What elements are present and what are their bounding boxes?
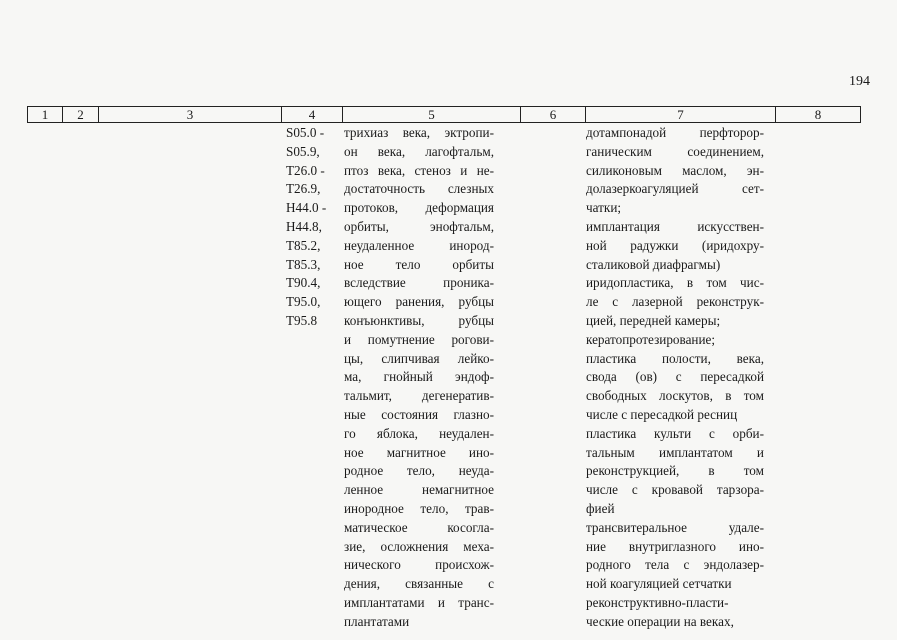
treatment-line: сталиковой диафрагмы) [586, 256, 721, 272]
treatment-line: пластика полости, века, [586, 350, 764, 366]
description-line: плантатами [344, 613, 410, 629]
treatment-line: цией, передней камеры; [586, 312, 721, 328]
icd-code: H44.8, [286, 218, 322, 234]
description-line: протоков, деформация [344, 200, 494, 216]
page-number: 194 [849, 74, 870, 89]
icd-code: T95.0, [286, 294, 321, 310]
description-line: трихиаз века, эктропи- [344, 125, 494, 140]
diagnosis-codes-column [286, 124, 346, 331]
treatment-line: тальным имплантатом и [586, 444, 764, 460]
icd-code: S05.0 - [286, 125, 325, 140]
icd-code: T26.0 - [286, 162, 325, 178]
treatment-line: кератопротезирование; [586, 331, 716, 347]
table-header-row [27, 106, 860, 123]
treatment-line: ной коагуляцией сетчатки [586, 576, 732, 592]
icd-code: H44.0 - [286, 200, 327, 216]
description-line: ма, гнойный эндоф- [344, 369, 494, 385]
description-line: го яблока, неудален- [344, 425, 494, 441]
description-line: родное тело, неуда- [344, 463, 494, 479]
treatment-line: ле с лазерной реконструк- [586, 294, 764, 310]
treatment-line: ческие операции на веках, [586, 613, 734, 629]
header-cell-4: 4 [281, 106, 343, 123]
description-line: конъюнктивы, рубцы [344, 312, 494, 328]
treatment-line: пластика культи с орби- [586, 425, 764, 441]
treatment-line: числе с кровавой тарзора- [586, 482, 764, 498]
treatment-line: трансвитеральное удале- [586, 519, 764, 535]
treatment-line: ной радужки (иридохру- [586, 237, 764, 253]
treatment-line: реконструкцией, в том [586, 463, 764, 479]
icd-code: S05.9, [286, 143, 320, 159]
header-cell-7: 7 [585, 106, 776, 123]
description-line: имплантатами и транс- [344, 594, 494, 610]
description-line: тальмит, дегенератив- [344, 388, 494, 404]
treatment-line: числе с пересадкой ресниц [586, 406, 738, 422]
header-cell-6: 6 [520, 106, 586, 123]
treatment-methods-column [586, 124, 764, 632]
treatment-line: дотампонадой перфторор- [586, 125, 764, 140]
treatment-line: силиконовым маслом, эн- [586, 162, 764, 178]
description-line: зие, осложнения меха- [344, 538, 494, 554]
icd-code: T90.4, [286, 275, 321, 291]
treatment-line: долазеркоагуляцией сет- [586, 181, 764, 197]
treatment-line: фией [586, 500, 615, 516]
treatment-line: иридопластика, в том чис- [586, 275, 764, 291]
treatment-line: свода (ов) с пересадкой [586, 369, 764, 385]
description-line: матическое косогла- [344, 519, 494, 535]
description-line: птоз века, стеноз и не- [344, 162, 494, 178]
description-line: ющего ранения, рубцы [344, 294, 494, 310]
description-line: вследствие проника- [344, 275, 494, 291]
icd-code: T85.2, [286, 237, 321, 253]
diagnosis-description-column [344, 124, 494, 632]
description-line: дения, связанные с [344, 576, 494, 592]
description-line: нического происхож- [344, 557, 494, 573]
header-cell-2: 2 [62, 106, 99, 123]
header-cell-1: 1 [27, 106, 63, 123]
header-cell-3: 3 [98, 106, 282, 123]
description-line: ные состояния глазно- [344, 406, 494, 422]
treatment-line: имплантация искусствен- [586, 218, 764, 234]
header-cell-8: 8 [775, 106, 861, 123]
treatment-line: родного тела с эндолазер- [586, 557, 764, 573]
description-line: цы, слипчивая лейко- [344, 350, 494, 366]
description-line: он века, лагофтальм, [344, 143, 494, 159]
description-line: орбиты, энофтальм, [344, 218, 494, 234]
icd-code: T95.8 [286, 312, 318, 328]
description-line: ное тело орбиты [344, 256, 494, 272]
description-line: ленное немагнитное [344, 482, 494, 498]
description-line: неудаленное инород- [344, 237, 494, 253]
icd-code: T26.9, [286, 181, 321, 197]
icd-code: T85.3, [286, 256, 321, 272]
treatment-line: чатки; [586, 200, 622, 216]
treatment-line: реконструктивно-пласти- [586, 594, 729, 610]
treatment-line: ганическим соединением, [586, 143, 764, 159]
description-line: и помутнение рогови- [344, 331, 494, 347]
header-cell-5: 5 [342, 106, 521, 123]
description-line: достаточность слезных [344, 181, 494, 197]
treatment-line: ние внутриглазного ино- [586, 538, 764, 554]
treatment-line: свободных лоскутов, в том [586, 388, 764, 404]
description-line: инородное тело, трав- [344, 500, 494, 516]
description-line: ное магнитное ино- [344, 444, 494, 460]
